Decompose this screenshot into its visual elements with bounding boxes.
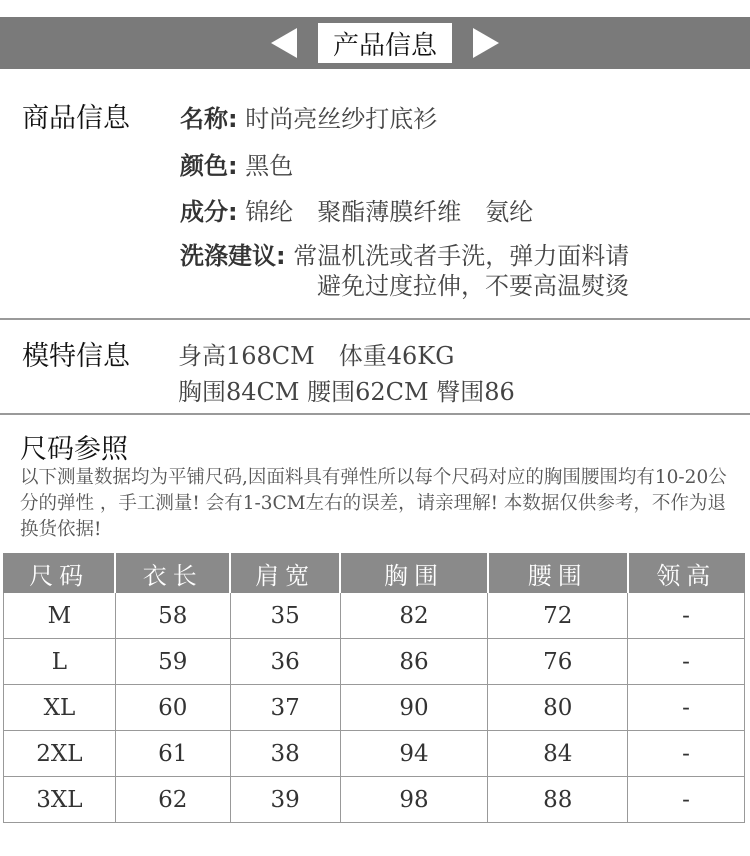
- size-guide-heading: 尺码参照: [20, 434, 128, 465]
- size-table: [3, 553, 745, 823]
- table-cell: M: [4, 593, 116, 639]
- product-info-heading: 商品信息: [22, 103, 130, 134]
- table-cell: -: [628, 731, 745, 777]
- product-color-label: 颜色:: [180, 152, 238, 180]
- table-cell: 37: [230, 685, 340, 731]
- table-cell: 80: [488, 685, 628, 731]
- table-row: [4, 685, 745, 731]
- table-cell: -: [628, 639, 745, 685]
- product-name-label: 名称:: [180, 105, 238, 133]
- table-row: [4, 593, 745, 639]
- table-cell: 38: [230, 731, 340, 777]
- product-name-value: 时尚亮丝纱打底衫: [245, 105, 438, 133]
- table-row: [4, 731, 745, 777]
- product-wash-label: 洗涤建议:: [180, 242, 286, 270]
- table-cell: 60: [115, 685, 230, 731]
- product-wash-value-2: 避免过度拉伸，不要高温熨烫: [317, 272, 629, 300]
- table-cell: 62: [115, 777, 230, 823]
- column-header: 腰围: [488, 554, 628, 593]
- table-cell: 59: [115, 639, 230, 685]
- table-row: [4, 777, 745, 823]
- column-header: 胸围: [340, 554, 488, 593]
- table-cell: XL: [4, 685, 116, 731]
- table-row: [4, 639, 745, 685]
- table-cell: L: [4, 639, 116, 685]
- table-cell: 94: [340, 731, 488, 777]
- product-material-value: 锦纶 聚酯薄膜纤维 氨纶: [245, 198, 534, 226]
- product-material-row: [180, 192, 533, 227]
- table-cell: 82: [340, 593, 488, 639]
- model-line-2: [178, 372, 515, 407]
- divider: [0, 413, 750, 415]
- table-cell: 90: [340, 685, 488, 731]
- triangle-left-icon: [271, 28, 297, 58]
- table-cell: 76: [488, 639, 628, 685]
- model-line-1: [178, 336, 454, 371]
- table-cell: 39: [230, 777, 340, 823]
- table-cell: 3XL: [4, 777, 116, 823]
- table-cell: 88: [488, 777, 628, 823]
- table-cell: 58: [115, 593, 230, 639]
- table-cell: -: [628, 593, 745, 639]
- triangle-right-icon: [473, 28, 499, 58]
- table-cell: 98: [340, 777, 488, 823]
- table-cell: -: [628, 777, 745, 823]
- table-cell: 35: [230, 593, 340, 639]
- size-note: 以下测量数据均为平铺尺码,因面料具有弹性所以每个尺码对应的胸围腰围均有10-20公分的弹性 ，手工测量! 会有1-3CM左右的误差，请亲理解! 本数据仅供参考，不作为退换货依据!: [20, 467, 727, 540]
- product-wash-row-2: [317, 266, 629, 301]
- column-header: 尺码: [4, 554, 116, 593]
- table-cell: 72: [488, 593, 628, 639]
- model-info-heading: 模特信息: [22, 341, 130, 372]
- header-banner: [0, 17, 750, 69]
- model-height-weight: 身高168CM 体重46KG: [178, 342, 455, 370]
- column-header: 衣长: [115, 554, 230, 593]
- product-name-row: [180, 99, 437, 134]
- divider: [0, 318, 750, 320]
- column-header: 肩宽: [230, 554, 340, 593]
- table-cell: 61: [115, 731, 230, 777]
- table-cell: 84: [488, 731, 628, 777]
- banner-title: 产品信息: [318, 23, 452, 63]
- product-wash-value: 常温机洗或者手洗，弹力面料请: [293, 242, 630, 270]
- model-measurements: 胸围84CM 腰围62CM 臀围86: [178, 378, 515, 406]
- product-material-label: 成分:: [180, 198, 238, 226]
- table-cell: -: [628, 685, 745, 731]
- product-color-value: 黑色: [245, 152, 294, 180]
- table-cell: 36: [230, 639, 340, 685]
- table-cell: 2XL: [4, 731, 116, 777]
- size-table-header: [4, 554, 745, 593]
- table-cell: 86: [340, 639, 488, 685]
- column-header: 领高: [628, 554, 745, 593]
- product-color-row: [180, 146, 293, 181]
